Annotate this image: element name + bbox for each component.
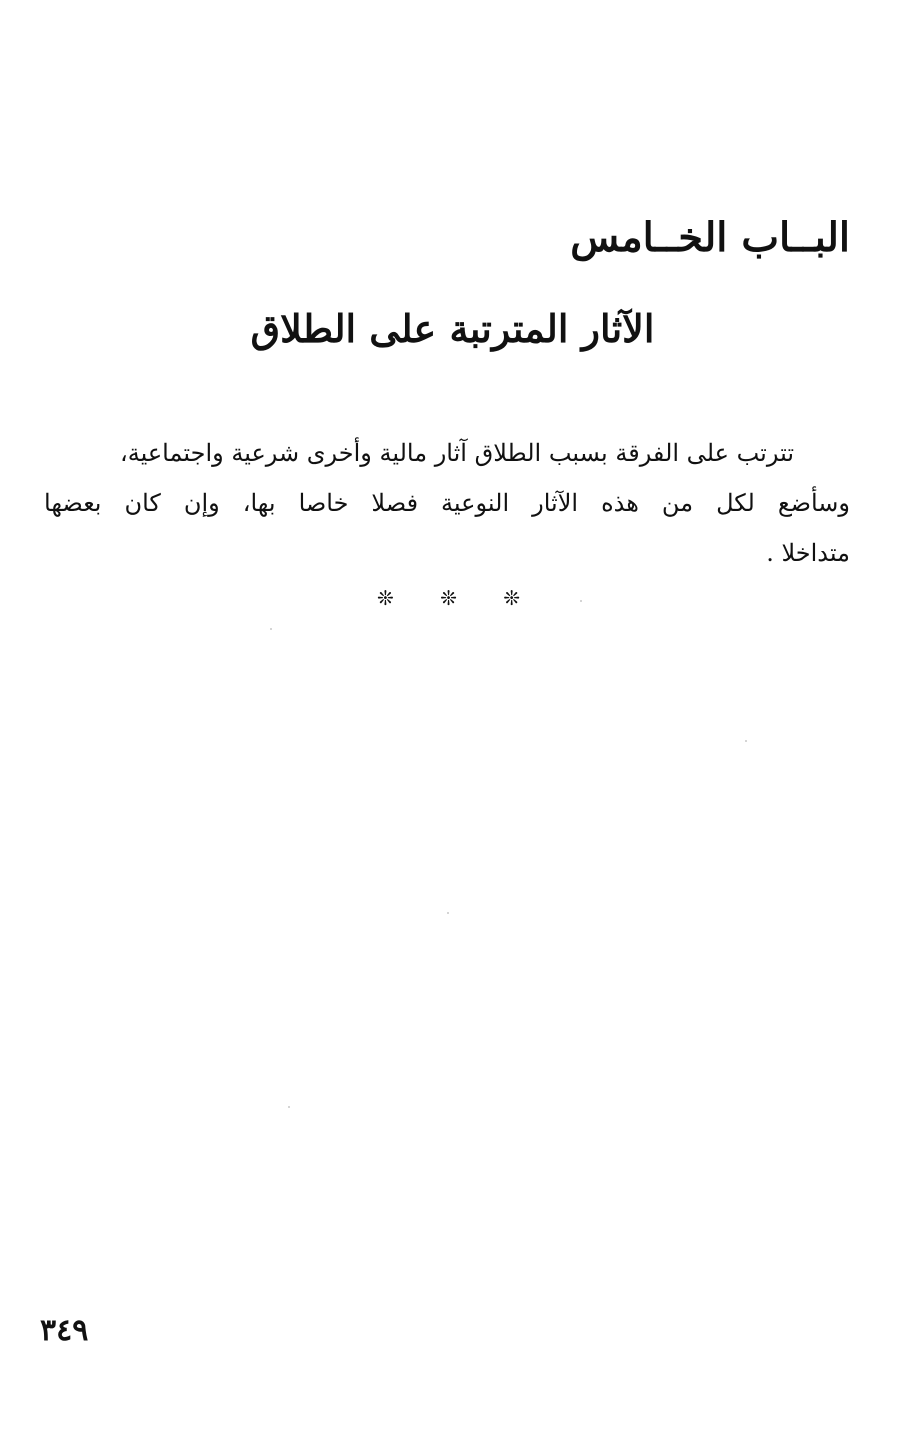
scan-speck: [270, 628, 272, 630]
scan-speck: [288, 1106, 290, 1108]
scan-speck: [580, 600, 582, 602]
paragraph-line-1: تترتب على الفرقة بسبب الطلاق آثار مالية وأخرى شرعية واجتماعية،: [120, 439, 794, 467]
scan-speck: [447, 912, 449, 914]
paragraph-line-3: متداخلا .: [766, 539, 850, 567]
chapter-title: [0, 306, 897, 352]
page-number: ٣٤٩: [40, 1313, 89, 1348]
intro-paragraph: [44, 428, 850, 578]
asterisk-ornament-icon: ❊: [376, 586, 394, 610]
asterisk-ornament-icon: ❊: [440, 586, 457, 610]
chapter-title-text: الآثار المترتبة على الطلاق: [250, 306, 655, 351]
section-separator: [0, 588, 897, 608]
paragraph-line-2: وسأضع لكل من هذه الآثار النوعية فصلا خاصا بها، وإن كان بعضها: [44, 489, 850, 517]
scan-speck: [745, 740, 747, 742]
asterisk-ornament-icon: ❊: [503, 586, 520, 610]
chapter-label: البــاب الخــامس: [570, 214, 850, 261]
